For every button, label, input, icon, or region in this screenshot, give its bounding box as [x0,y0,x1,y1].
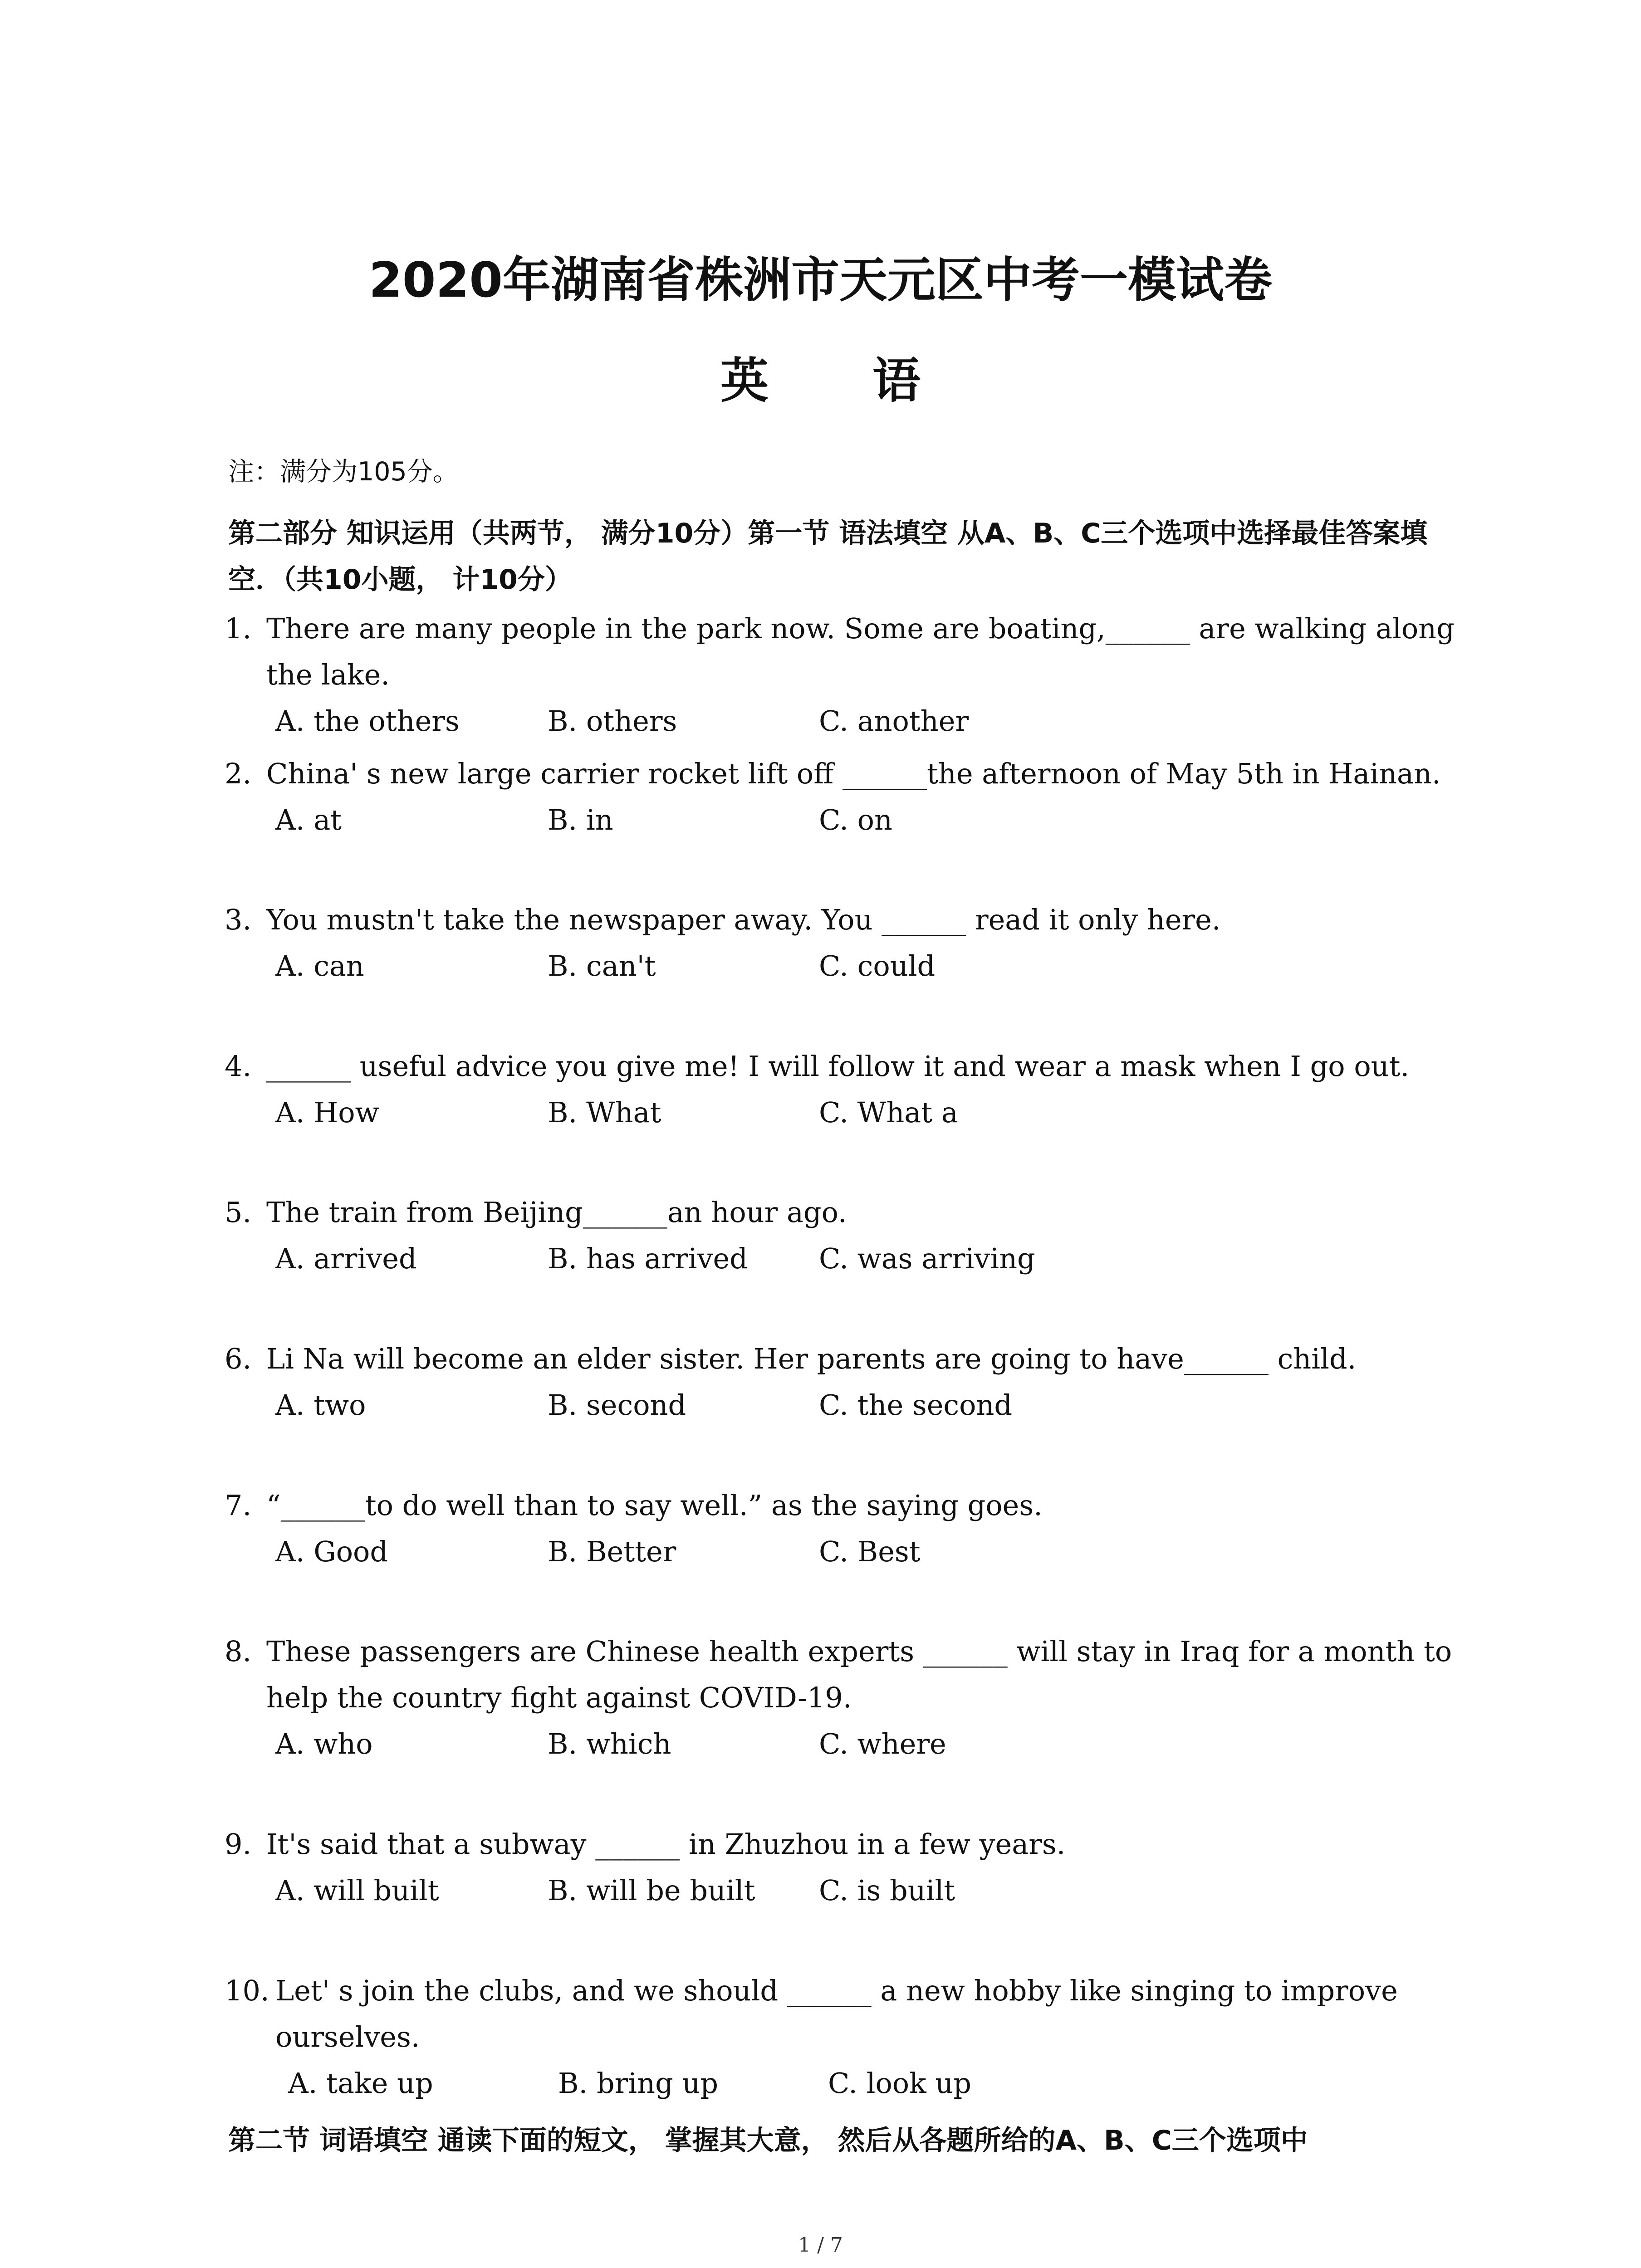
question-10 [225,1968,1477,2107]
question-stem: Li Na will become an elder sister. Her parents are going to have______ child. [266,1342,1357,1375]
question-3 [225,897,1477,989]
question-number: 5. [225,1196,252,1229]
option-c: C. the second [819,1388,1013,1422]
question-number: 9. [225,1828,252,1861]
page-number: 1 / 7 [798,2234,843,2257]
question-9 [225,1821,1477,1914]
question-stem: Let' s join the clubs, and we should ______ a new hobby like singing to improve ourselves. [275,1974,1398,2053]
option-b: B. Better [548,1535,676,1568]
option-c: C. look up [828,2067,972,2100]
option-a: A. Good [275,1535,388,1568]
question-8 [225,1628,1477,1767]
option-a: A. can [275,949,364,982]
question-number: 2. [225,757,252,790]
option-a: A. who [275,1727,373,1760]
question-number: 3. [225,903,252,936]
question-number: 1. [225,612,252,645]
option-a: A. will built [275,1874,439,1907]
option-b: B. which [548,1727,671,1760]
option-c: C. another [819,704,969,738]
question-stem: “______to do well than to say well.” as the saying goes. [266,1489,1043,1522]
question-number: 10. [225,1974,269,2007]
question-7 [225,1482,1477,1575]
question-number: 4. [225,1050,252,1083]
option-c: C. is built [819,1874,955,1907]
option-b: B. What [548,1096,661,1129]
exam-title: 2020年湖南省株洲市天元区中考一模试卷 [368,252,1273,308]
option-c: C. What a [819,1096,958,1129]
question-5 [225,1189,1477,1282]
section-heading: 第二部分 知识运用（共两节， 满分10分）第一节 语法填空 从A、B、C三个选项中选择最佳答案填空．（共10小题， 计10分） [228,518,1428,596]
question-stem: ______ useful advice you give me! I will follow it and wear a mask when I go out. [266,1050,1410,1083]
option-b: B. will be built [548,1874,755,1907]
option-a: A. at [275,803,342,836]
question-stem: These passengers are Chinese health experts ______ will stay in Iraq for a month to help the country fight against COVID-19. [266,1635,1452,1714]
question-number: 6. [225,1342,252,1375]
option-a: A. two [275,1388,366,1422]
option-c: C. on [819,803,892,836]
subject-title: 英 语 [720,353,964,409]
question-6 [225,1336,1477,1428]
option-b: B. has arrived [548,1242,748,1275]
question-1 [225,606,1477,744]
option-b: B. second [548,1388,686,1422]
question-4 [225,1043,1477,1136]
option-c: C. Best [819,1535,921,1568]
score-note: 注：满分为105分。 [228,457,459,487]
question-2 [225,751,1477,843]
option-c: C. where [819,1727,946,1760]
option-a: A. take up [288,2067,433,2100]
option-a: A. the others [275,704,460,738]
option-b: B. in [548,803,613,836]
option-b: B. others [548,704,677,738]
question-number: 8. [225,1635,252,1668]
question-stem: China' s new large carrier rocket lift off ______the afternoon of May 5th in Hainan. [266,757,1441,790]
option-a: A. How [275,1096,379,1129]
question-stem: It's said that a subway ______ in Zhuzhou in a few years. [266,1828,1066,1861]
section-heading: 第二节 词语填空 通读下面的短文， 掌握其大意， 然后从各题所给的A、B、C三个选项中 [228,2125,1308,2156]
question-stem: There are many people in the park now. Some are boating,______ are walking along the lake. [266,612,1455,691]
option-a: A. arrived [275,1242,417,1275]
question-number: 7. [225,1489,252,1522]
question-stem: The train from Beijing______an hour ago. [266,1196,847,1229]
option-b: B. can't [548,949,656,982]
option-c: C. was arriving [819,1242,1035,1275]
option-b: B. bring up [558,2067,719,2100]
question-stem: You mustn't take the newspaper away. You ______ read it only here. [266,903,1221,936]
option-c: C. could [819,949,936,982]
